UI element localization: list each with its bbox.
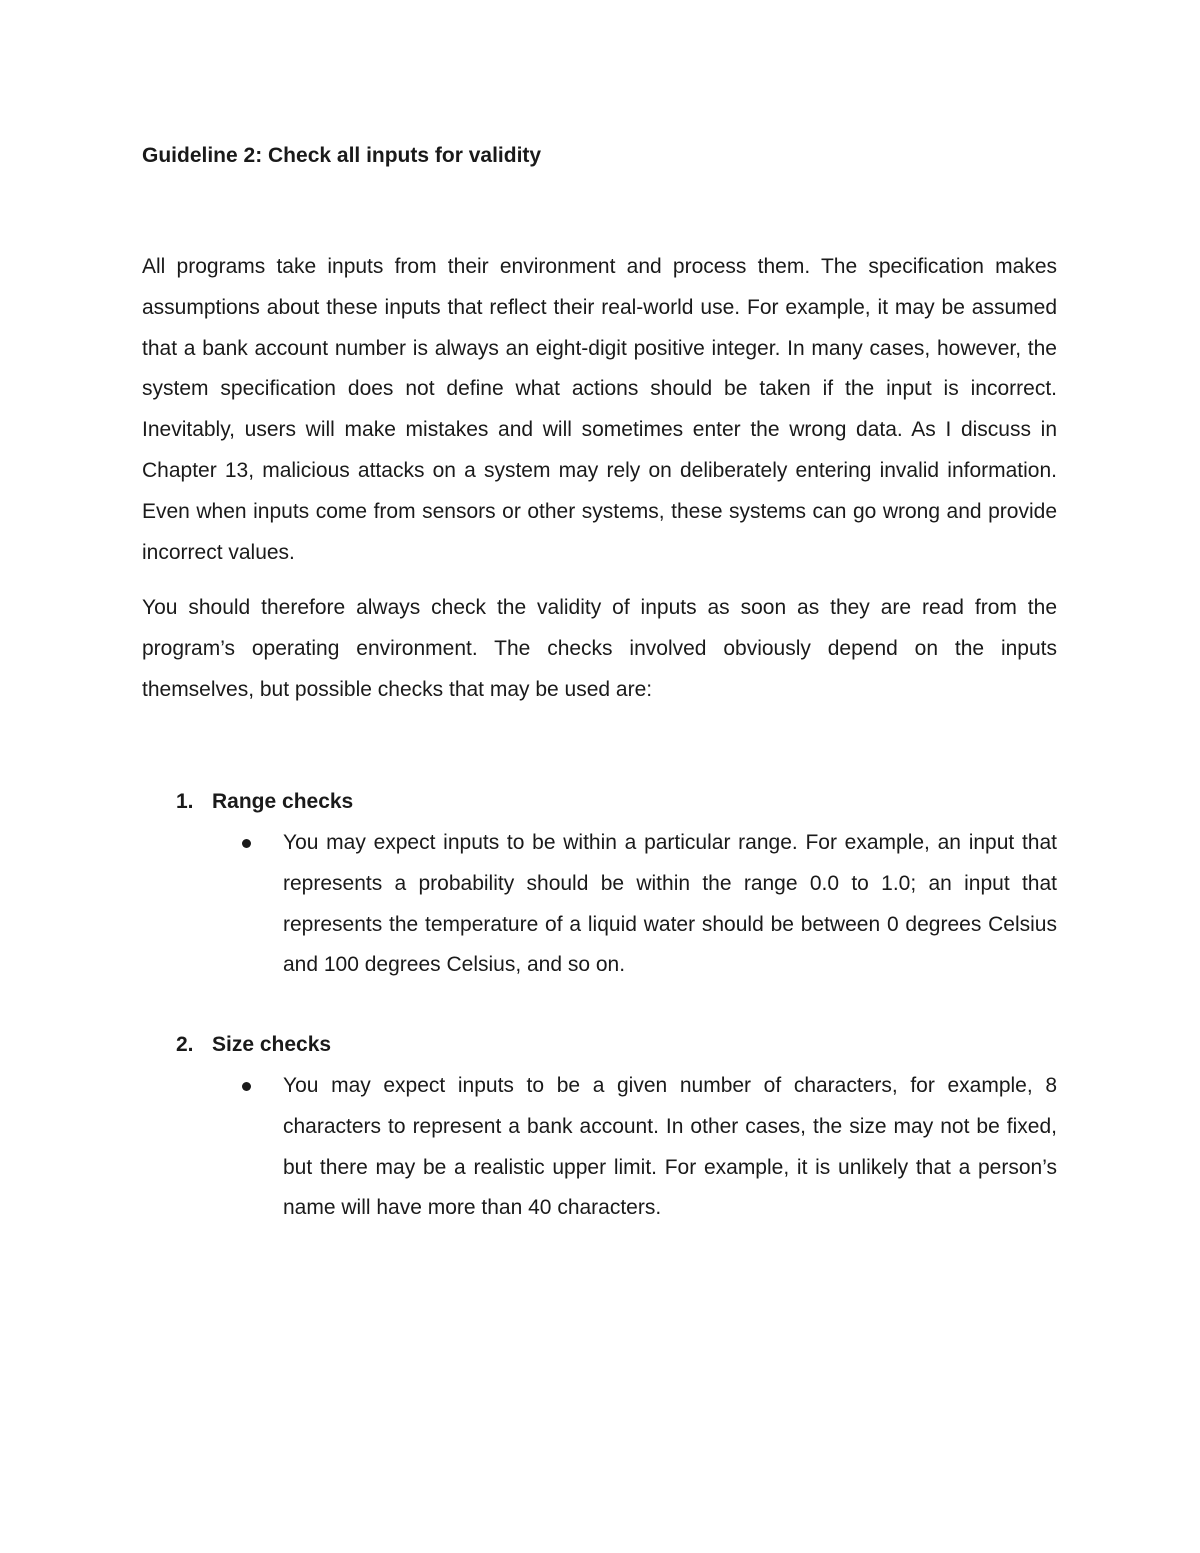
- bullet-text: You may expect inputs to be within a particular range. For example, an input that represents a probability should be within the range 0.0 to 1.0; an input that represents the temperature of a liquid water should be between 0 degrees Celsius and 100 degrees Celsius, and so on.: [283, 831, 1057, 977]
- body-paragraph-1: All programs take inputs from their environment and process them. The specification makes assumptions about these inputs that reflect their real-world use. For example, it may be assumed that a bank account number is always an eight-digit positive integer. In many cases, however, the system specification does not define what actions should be taken if the input is incorrect. Inevitably, users will make mistakes and will sometimes enter the wrong data. As I discuss in Chapter 13, malicious attacks on a system may rely on deliberately entering invalid information. Even when inputs come from sensors or other systems, these systems can go wrong and provide incorrect values.: [142, 255, 1057, 564]
- bullet-icon: [242, 839, 251, 848]
- list-item-size-checks: [176, 1029, 331, 1061]
- bullet-icon: [242, 1082, 251, 1091]
- bullet-text: You may expect inputs to be a given number of characters, for example, 8 characters to represent a bank account. In other cases, the size may not be fixed, but there may be a realistic upper limit. For example, it is unlikely that a person’s name will have more than 40 characters.: [283, 1074, 1057, 1220]
- list-item-title: Size checks: [212, 1033, 332, 1056]
- list-item-range-checks: [176, 786, 353, 818]
- body-paragraph-2: You should therefore always check the validity of inputs as soon as they are read from the program’s operating environment. The checks involved obviously depend on the inputs themselves, but possible checks that may be used are:: [142, 596, 1057, 701]
- page-title: Guideline 2: Check all inputs for validity: [142, 144, 542, 167]
- list-number: 2.: [176, 1033, 194, 1056]
- list-item-title: Range checks: [212, 790, 354, 813]
- list-number: 1.: [176, 790, 194, 813]
